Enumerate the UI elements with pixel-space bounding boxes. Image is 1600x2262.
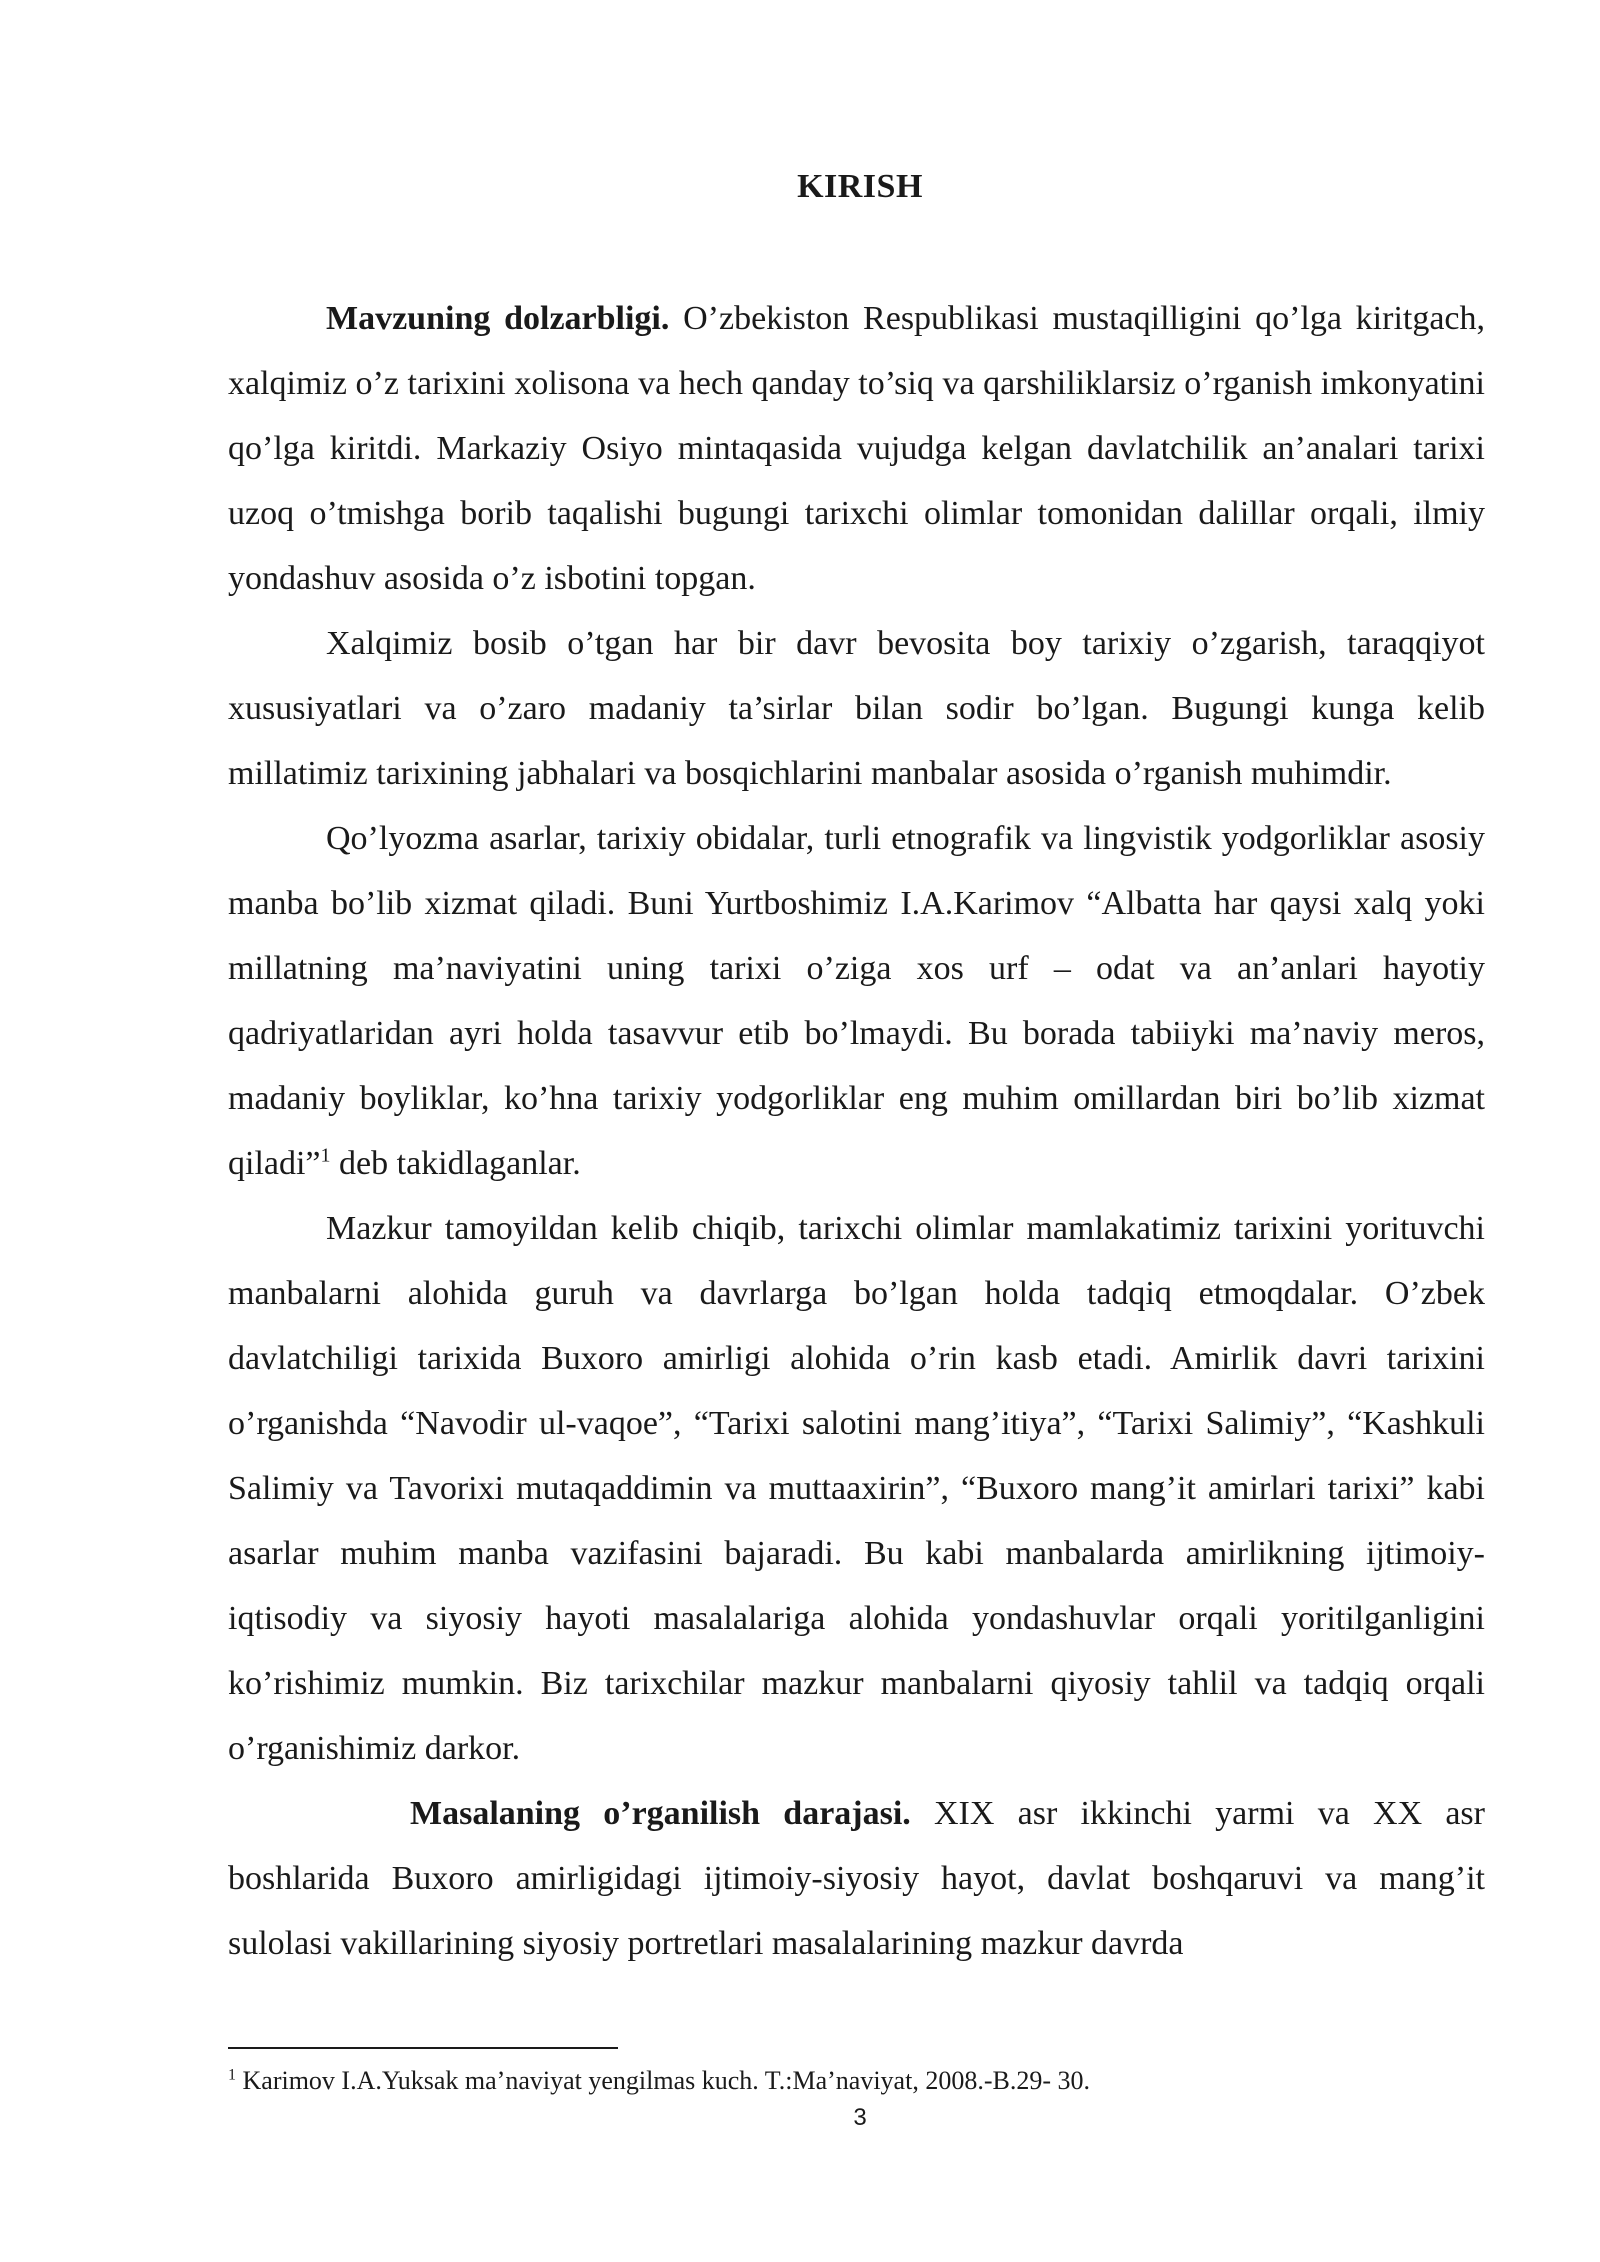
footnote-reference: 1: [320, 1144, 331, 1167]
paragraph-text: O’zbekiston Respublikasi mustaqilligini qo’lga kiritgach, xalqimiz o’z tarixini xolisona va hech qanday to’siq va qarshiliklarsiz o’rganish imkonyatini qo’lga kiritdi. Markaziy Osiyo mintaqasida vujudga kelgan davlatchilik an’analari tarixi uzoq o’tmishga borib taqalishi bugungi tarixchi olimlar tomonidan dalillar orqali, ilmiy yondashuv asosida o’z isbotini topgan.: [228, 300, 1486, 597]
paragraph-sources: [228, 806, 1485, 1196]
paragraph-study-level: [228, 1781, 1485, 1976]
page-title: KIRISH: [797, 168, 923, 205]
paragraph-text-continued: deb takidlaganlar.: [330, 1145, 581, 1182]
paragraph-text: XIX asr ikkinchi yarmi va XX asr boshlarida Buxoro amirligidagi ijtimoiy-siyosiy hayot, davlat boshqaruvi va mang’it sulolasi vakillarining siyosiy portretlari masalalarining mazkur davrda: [228, 1795, 1485, 1962]
footnote-number: 1: [228, 2066, 236, 2084]
footnote: [228, 2064, 1485, 2098]
paragraph-lead-relevance: Mavzuning dolzarbligi.: [326, 300, 670, 337]
paragraph-text: Mazkur tamoyildan kelib chiqib, tarixchi olimlar mamlakatimiz tarixini yorituvchi manbalarni alohida guruh va davrlarga bo’lgan holda tadqiq etmoqdalar. O’zbek davlatchiligi tarixida Buxoro amirligi alohida o’rin kasb etadi. Amirlik davri tarixini o’rganishda “Navodir ul-vaqoe”, “Tarixi salotini mang’itiya”, “Tarixi Salimiy”, “Kashkuli Salimiy va Tavorixi mutaqaddimin va muttaaxirin”, “Buxoro mang’it amirlari tarixi” kabi asarlar muhim manba vazifasini bajaradi. Bu kabi manbalarda amirlikning ijtimoiy-iqtisodiy va siyosiy hayoti masalalariga alohida yondashuvlar orqali yoritilganligini ko’rishimiz mumkin. Biz tarixchilar mazkur manbalarni qiyosiy tahlil va tadqiq orqali o’rganishimiz darkor.: [228, 1210, 1485, 1767]
paragraph-principle: [228, 1196, 1485, 1781]
paragraph-relevance: [228, 286, 1485, 611]
paragraph-history: [228, 611, 1485, 806]
paragraph-lead-study-level: Masalaning o’rganilish darajasi.: [410, 1795, 911, 1832]
paragraph-text: Qo’lyozma asarlar, tarixiy obidalar, turli etnografik va lingvistik yodgorliklar asosiy manba bo’lib xizmat qiladi. Buni Yurtboshimiz I.A.Karimov “Albatta har qaysi xalq yoki millatning ma’naviyatini uning tarixi o’ziga xos urf – odat va an’anlari hayotiy qadriyatlaridan ayri holda tasavvur etib bo’lmaydi. Bu borada tabiiyki ma’naviy meros, madaniy boyliklar, ko’hna tarixiy yodgorliklar eng muhim omillardan biri bo’lib xizmat qiladi”: [228, 820, 1485, 1182]
page-number: 3: [853, 2104, 867, 2131]
body-text: [228, 286, 1485, 1976]
footnote-text: Karimov I.A.Yuksak ma’naviyat yengilmas kuch. T.:Ma’naviyat, 2008.-B.29- 30.: [236, 2066, 1090, 2095]
footnote-separator: [228, 2047, 618, 2049]
paragraph-text: Xalqimiz bosib o’tgan har bir davr bevosita boy tarixiy o’zgarish, taraqqiyot xususiyatlari va o’zaro madaniy ta’sirlar bilan sodir bo’lgan. Bugungi kunga kelib millatimiz tarixining jabhalari va bosqichlarini manbalar asosida o’rganish muhimdir.: [228, 625, 1485, 792]
